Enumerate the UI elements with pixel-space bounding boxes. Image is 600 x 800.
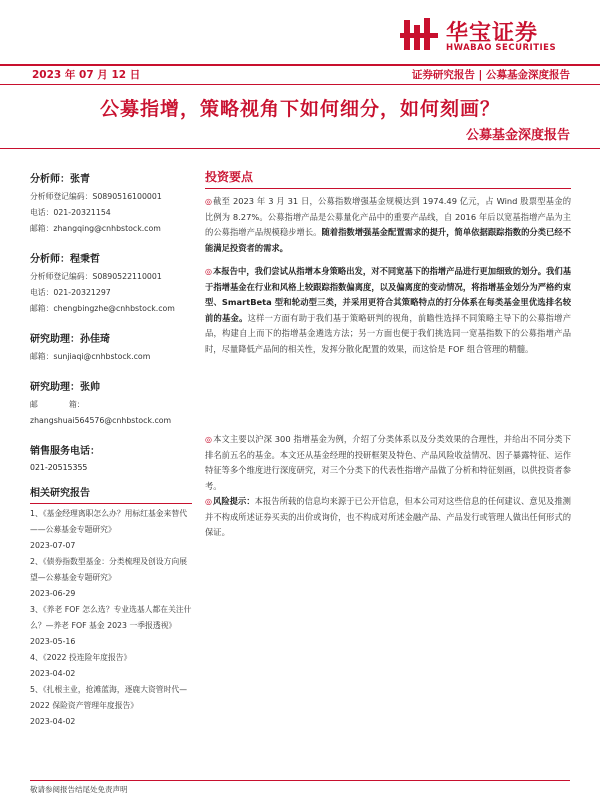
bullet-icon: ◎ [205, 197, 212, 206]
list-item[interactable] [30, 506, 192, 554]
assistant-card [30, 330, 190, 365]
related-report-title: 4、《2022 投连险年度报告》 [30, 653, 132, 662]
logo-english-name: HWABAO SECURITIES [446, 43, 557, 53]
key-points-heading: 投资要点 [205, 170, 254, 184]
analyst-name: 分析师：张青 [30, 174, 90, 185]
disclaimer-notice: 敬请参阅报告结尾处免责声明 [30, 785, 128, 794]
logo-mark-icon [400, 16, 438, 54]
assistant-email[interactable]: zhangshuai564576@cnhbstock.com [30, 416, 172, 425]
risk-label: 风险提示： [212, 496, 255, 506]
assistant-name: 研究助理：孙佳琦 [30, 334, 110, 345]
list-item[interactable] [30, 554, 192, 602]
bullet-icon: ◎ [205, 267, 212, 276]
title-rule [0, 148, 600, 149]
list-item[interactable] [30, 682, 192, 730]
assistant-email-label: 邮 箱： [30, 400, 85, 409]
analyst-phone: 电话：021-20321154 [30, 208, 111, 217]
related-reports-list [30, 506, 192, 730]
related-report-title: 5、《扎根主业，抢滩蓝海，逐鹿大资管时代—2022 保险资产管理年度报告》 [30, 685, 187, 710]
risk-warning [205, 494, 571, 541]
related-reports-heading: 相关研究报告 [30, 484, 192, 504]
related-report-date: 2023-07-07 [30, 541, 76, 550]
related-report-date: 2023-04-02 [30, 717, 76, 726]
key-point-2 [205, 264, 571, 358]
sales-label: 销售服务电话： [30, 446, 100, 457]
list-item[interactable] [30, 602, 192, 650]
analyst-email[interactable]: 邮箱：chengbingzhe@cnhbstock.com [30, 304, 175, 313]
logo-chinese-name: 华宝证券 [446, 21, 539, 46]
related-report-title: 3、《养老 FOF 怎么选？专业选基人都在关注什么？—养老 FOF 基金 2023 一季报透视》 [30, 605, 192, 630]
risk-text: 本报告所载的信息均来源于已公开信息，但本公司对这些信息的任何建议、意见及推测并不构成所述证券买卖的出价或询价，也不构成对所述金融产品、产品发行或管理人做出任何形式的保证。 [205, 496, 571, 538]
key-points-rule [205, 188, 571, 189]
bullet-icon: ◎ [205, 435, 212, 444]
sales-phone: 021-20515355 [30, 463, 88, 472]
list-item[interactable] [30, 650, 192, 682]
analyst-card [30, 250, 190, 317]
bullet-icon: ◎ [205, 497, 212, 506]
assistant-card [30, 378, 190, 429]
footer-rule [30, 780, 570, 781]
key-point-emphasis: 随着指数增强基金配置需求的提升，简单依据跟踪指数的分类已经不能满足投资者的需求。 [205, 227, 571, 253]
sales-contact [30, 442, 190, 475]
analyst-panel [30, 170, 190, 475]
analyst-cert: 分析师登记编码：S0890522110001 [30, 272, 162, 281]
header-bottom-rule [0, 84, 600, 85]
key-point-1 [205, 194, 571, 256]
report-date: 2023 年 07 月 12 日 [32, 69, 141, 81]
related-report-date: 2023-04-02 [30, 669, 76, 678]
assistant-email[interactable]: 邮箱：sunjiaqi@cnhbstock.com [30, 352, 151, 361]
related-report-title: 1、《基金经理离职怎么办？用标红基金来替代——公募基金专题研究》 [30, 509, 187, 534]
header-top-rule [0, 64, 600, 66]
key-point-emphasis: 本报告中，我们尝试从指增本身策略出发，对不同宽基下的指增产品进行更加细致的划分。我们基于指增基金在行业和风格上较跟踪指数偏离度，以及偏离度的变动情况，将指增基金划分为严格约束型、SmartBeta 型和轮动型三类，并采用更符合其策略特点的打分体系在每类基金里优选排名较前的基金。 [205, 266, 571, 323]
key-point-3 [205, 432, 571, 494]
analyst-cert: 分析师登记编码：S0890516100001 [30, 192, 162, 201]
key-point-text: 这样一方面有助于我们基于策略研判的视角，前瞻性选择不同策略主导下的公募指增产品，构建自上而下的指增基金遴选方法；另一方面也便于我们挑选同一宽基指数下的公募指增产品时，尽量降低产品间的相关性，发挥分散化配置的效果，而这恰是 FOF 组合管理的精髓。 [205, 312, 571, 354]
analyst-name: 分析师：程秉哲 [30, 254, 100, 265]
key-point-text: 本文主要以沪深 300 指增基金为例，介绍了分类体系以及分类效果的合理性，并给出不同分类下排名前五名的基金。本文还从基金经理的投研框架及特色、产品风险收益情况、因子暴露特征、运作特征等多个维度进行深度研究，对三个分类下的代表性指增产品做了分析和特征刻画，以供投资者参考。 [205, 434, 571, 491]
analyst-phone: 电话：021-20321297 [30, 288, 111, 297]
related-report-title: 2、《债券指数型基金：分类梳理及创设方向展望—公募基金专题研究》 [30, 557, 187, 582]
related-report-date: 2023-06-29 [30, 589, 76, 598]
key-point-text: 截至 2023 年 3 月 31 日，公募指数增强基金规模达到 1974.49 亿元，占 Wind 股票型基金的比例为 8.27%。公募指增产品是公募量化产品中的重要产品线，自 2016 年后以宽基指增产品为主的公募指增产品规模稳步增长。 [205, 196, 571, 238]
assistant-name: 研究助理：张帅 [30, 382, 100, 393]
report-title: 公募指增，策略视角下如何细分，如何刻画？ [99, 98, 500, 120]
related-report-date: 2023-05-16 [30, 637, 76, 646]
analyst-email[interactable]: 邮箱：zhangqing@cnhbstock.com [30, 224, 161, 233]
analyst-card [30, 170, 190, 237]
report-subtitle: 公募基金深度报告 [465, 128, 570, 143]
company-logo [400, 16, 600, 56]
report-category: 证券研究报告 | 公募基金深度报告 [411, 69, 570, 81]
